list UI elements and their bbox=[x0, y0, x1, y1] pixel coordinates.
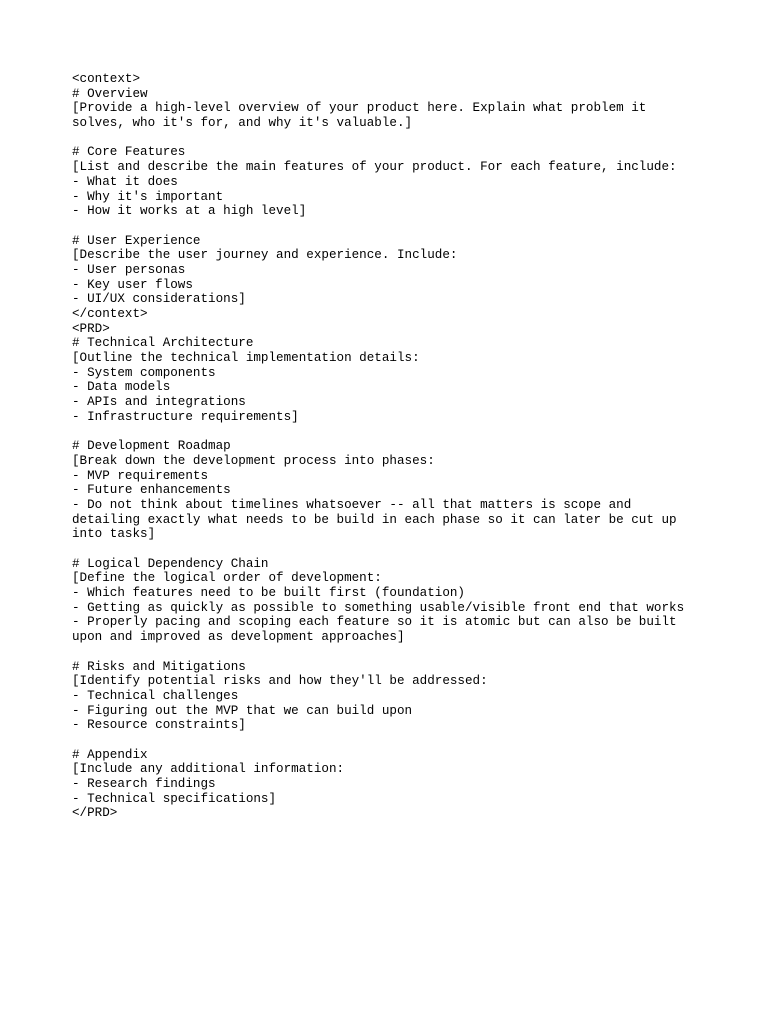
list-item: - Technical challenges bbox=[72, 688, 239, 703]
list-item: - User personas bbox=[72, 262, 186, 277]
list-item: - UI/UX considerations] bbox=[72, 292, 246, 307]
text-line: [Outline the technical implementation details: bbox=[72, 351, 420, 366]
text-line: [List and describe the main features of your product. For each feature, include: bbox=[72, 160, 677, 175]
text-line: [Define the logical order of development: bbox=[72, 571, 382, 586]
list-item: - Key user flows bbox=[72, 277, 193, 292]
text-line: [Describe the user journey and experience. Include: bbox=[72, 248, 458, 263]
text-line: detailing exactly what needs to be build in each phase so it can later be cut up bbox=[72, 512, 677, 527]
list-item: - What it does bbox=[72, 174, 178, 189]
list-item: - Do not think about timelines whatsoever -- all that matters is scope and bbox=[72, 497, 632, 512]
list-item: - Resource constraints] bbox=[72, 718, 246, 733]
list-item: - Getting as quickly as possible to something usable/visible front end that works bbox=[72, 600, 685, 615]
list-item: - APIs and integrations bbox=[72, 395, 246, 410]
list-item: - Future enhancements bbox=[72, 483, 231, 498]
section-heading: # Technical Architecture bbox=[72, 336, 254, 351]
document-page bbox=[72, 72, 712, 821]
section-heading: # Logical Dependency Chain bbox=[72, 556, 269, 571]
section-heading: # Core Features bbox=[72, 145, 186, 160]
list-item: - Research findings bbox=[72, 777, 216, 791]
section-heading: # Risks and Mitigations bbox=[72, 659, 246, 674]
tag-line: </PRD> bbox=[72, 806, 118, 821]
section-heading: # Appendix bbox=[72, 747, 148, 762]
section-heading: # Development Roadmap bbox=[72, 439, 231, 454]
blank-line bbox=[72, 219, 712, 234]
text-line: solves, who it's for, and why it's valuable.] bbox=[72, 116, 413, 131]
blank-line bbox=[72, 645, 712, 660]
blank-line bbox=[72, 542, 712, 557]
text-line: into tasks] bbox=[72, 527, 156, 542]
list-item: - How it works at a high level] bbox=[72, 204, 307, 219]
text-line: [Provide a high-level overview of your product here. Explain what problem it bbox=[72, 101, 647, 116]
text-line: [Break down the development process into phases: bbox=[72, 453, 435, 468]
text-line: [Identify potential risks and how they'll be addressed: bbox=[72, 674, 488, 689]
list-item: - System components bbox=[72, 365, 216, 380]
blank-line bbox=[72, 425, 712, 440]
blank-line bbox=[72, 733, 712, 748]
list-item: - Data models bbox=[72, 380, 171, 395]
section-heading: # User Experience bbox=[72, 233, 201, 248]
text-line: upon and improved as development approaches] bbox=[72, 630, 405, 645]
list-item: - Which features need to be built first (foundation) bbox=[72, 586, 465, 601]
list-item: - Figuring out the MVP that we can build upon bbox=[72, 703, 413, 718]
text-line: [Include any additional information: bbox=[72, 762, 345, 777]
tag-line: <PRD> bbox=[72, 321, 110, 336]
list-item: - Technical specifications] bbox=[72, 791, 277, 806]
list-item: - MVP requirements bbox=[72, 468, 209, 483]
document-text-body bbox=[72, 72, 712, 821]
tag-line: <context> bbox=[72, 72, 141, 86]
section-heading: # Overview bbox=[72, 86, 148, 101]
blank-line bbox=[72, 131, 712, 146]
list-item: - Properly pacing and scoping each feature so it is atomic but can also be built bbox=[72, 615, 677, 630]
list-item: - Infrastructure requirements] bbox=[72, 409, 299, 424]
tag-line: </context> bbox=[72, 307, 148, 321]
list-item: - Why it's important bbox=[72, 189, 224, 204]
